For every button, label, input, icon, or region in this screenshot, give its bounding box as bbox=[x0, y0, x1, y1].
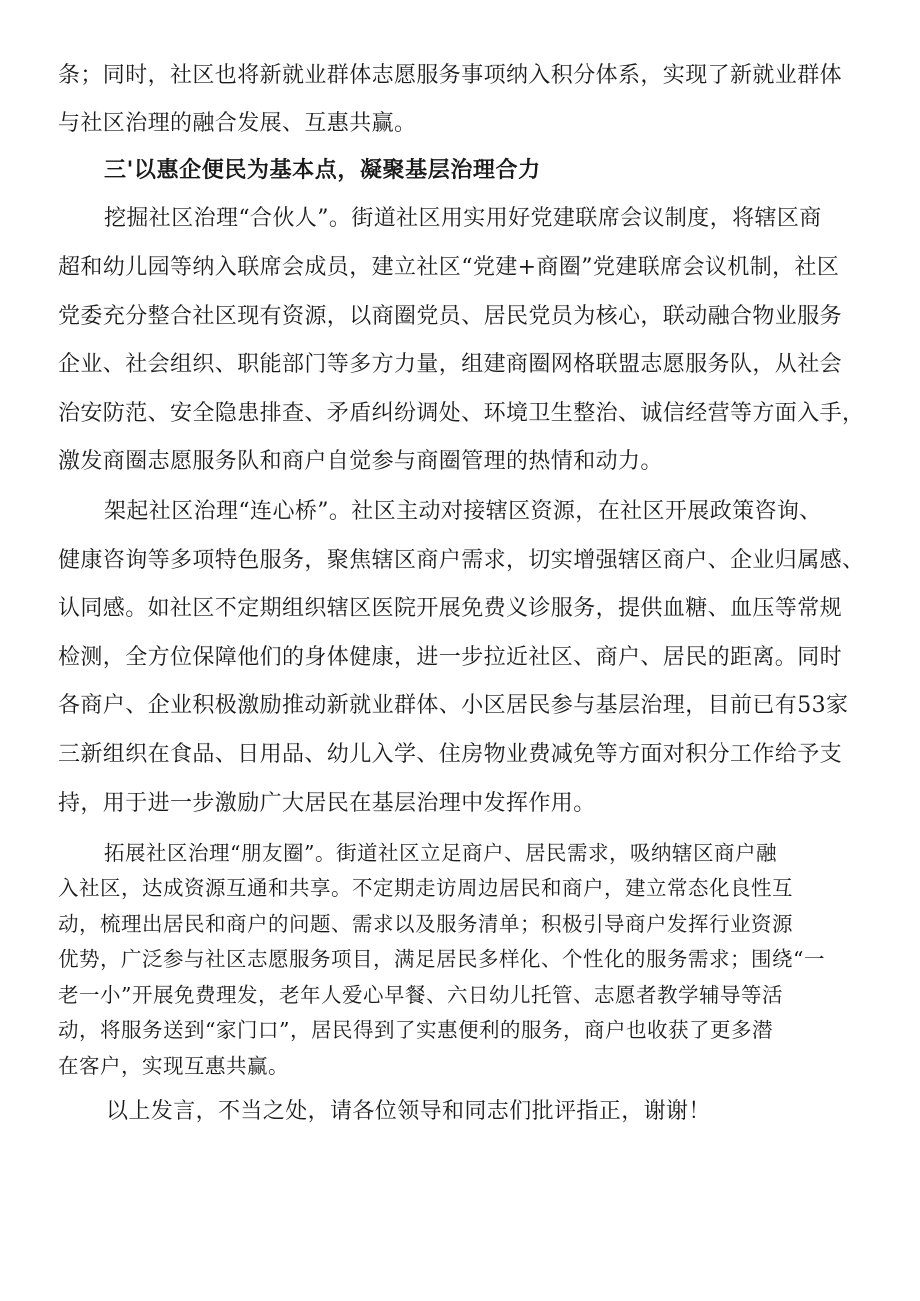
text-line: 老一小”开展免费理发，老年人爱心早餐、六日幼儿托管、志愿者教学辅导等活 bbox=[58, 983, 783, 1007]
text-line: 健康咨询等多项特色服务，聚焦辖区商户需求，切实增强辖区商户、企业归属感、 bbox=[58, 548, 865, 573]
text-line: 超和幼儿园等纳入联席会成员，建立社区“党建+商圈”党建联席会议机制，社区 bbox=[58, 255, 840, 280]
text-line: 与社区治理的融合发展、互惠共赢。 bbox=[58, 111, 417, 136]
text-line: 入社区，达成资源互通和共享。不定期走访周边居民和商户，建立常态化良性互 bbox=[58, 876, 793, 900]
text-line: 党委充分整合社区现有资源，以商圈党员、居民党员为核心，联动融合物业服务 bbox=[58, 304, 843, 329]
text-line: 三新组织在食品、日用品、幼儿入学、住房物业费减免等方面对积分工作给予支 bbox=[58, 742, 843, 767]
text-line: 拓展社区治理“朋友圈”。街道社区立足商户、居民需求，吸纳辖区商户融 bbox=[104, 841, 777, 865]
text-line: 条；同时，社区也将新就业群体志愿服务事项纳入积分体系，实现了新就业群体 bbox=[58, 63, 843, 88]
section-heading: 三'以惠企便民为基本点，凝聚基层治理合力 bbox=[104, 158, 541, 183]
text-line: 架起社区治理“连心桥”。社区主动对接辖区资源，在社区开展政策咨询、 bbox=[104, 499, 822, 524]
closing-remark: 以上发言，不当之处，请各位领导和同志们批评指正，谢谢！ bbox=[106, 1099, 711, 1124]
text-line: 优势，广泛参与社区志愿服务项目，满足居民多样化、个性化的服务需求；围绕“一 bbox=[58, 947, 825, 971]
text-line: 在客户，实现互惠共赢。 bbox=[58, 1054, 289, 1078]
text-line: 动，梳理出居民和商户的问题、需求以及服务清单；积极引导商户发挥行业资源 bbox=[58, 912, 793, 936]
text-line: 各商户、企业积极激励推动新就业群体、小区居民参与基层治理，目前已有53家 bbox=[58, 693, 849, 718]
text-line: 挖掘社区治理“合伙人”。街道社区用实用好党建联席会议制度，将辖区商 bbox=[104, 206, 822, 231]
text-line: 认同感。如社区不定期组织辖区医院开展免费义诊服务，提供血糖、血压等常规 bbox=[58, 596, 843, 621]
text-line: 企业、社会组织、职能部门等多方力量，组建商圈网格联盟志愿服务队，从社会 bbox=[58, 352, 843, 377]
text-line: 持，用于进一步激励广大居民在基层治理中发挥作用。 bbox=[58, 791, 596, 816]
text-line: 动，将服务送到“家门口”，居民得到了实惠便利的服务，商户也收获了更多潜 bbox=[58, 1018, 773, 1042]
text-line: 治安防范、安全隐患排查、矛盾纠纷调处、环境卫生整治、诚信经营等方面入手， bbox=[58, 401, 865, 426]
text-line: 激发商圈志愿服务队和商户自觉参与商圈管理的热情和动力。 bbox=[58, 449, 663, 474]
text-line: 检测，全方位保障他们的身体健康，进一步拉近社区、商户、居民的距离。同时 bbox=[58, 645, 843, 670]
